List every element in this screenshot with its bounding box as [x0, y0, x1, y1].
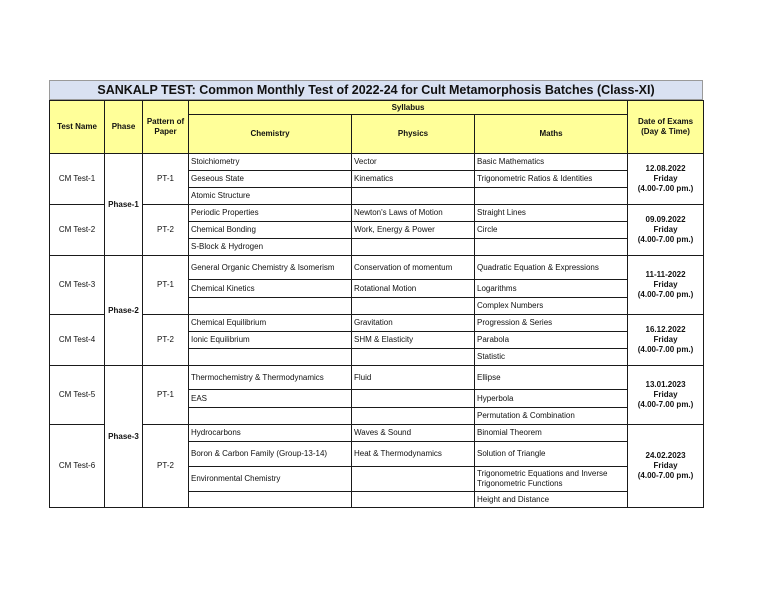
exam-time: (4.00-7.00 pm.)	[637, 290, 694, 299]
table-row	[50, 315, 704, 332]
exam-day: Friday	[653, 461, 678, 470]
header-test-name: Test Name	[50, 101, 105, 154]
chemistry-topic: Ionic Equilibrium	[189, 332, 352, 349]
maths-topic: Complex Numbers	[475, 298, 628, 315]
chemistry-topic: Chemical Kinetics	[189, 280, 352, 298]
test-name-cell: CM Test-6	[50, 425, 105, 508]
chemistry-topic: Stoichiometry	[189, 154, 352, 171]
physics-topic: Heat & Thermodynamics	[352, 442, 475, 467]
chemistry-topic: Environmental Chemistry	[189, 467, 352, 492]
schedule-table	[49, 100, 704, 508]
exam-day: Friday	[653, 174, 678, 183]
phase-cell: Phase-1	[105, 154, 143, 256]
pattern-cell: PT-1	[143, 366, 189, 425]
chemistry-topic: General Organic Chemistry & Isomerism	[189, 256, 352, 280]
exam-date: 11-11-2022	[645, 270, 686, 279]
test-name-cell: CM Test-1	[50, 154, 105, 205]
table-row	[50, 205, 704, 222]
chemistry-topic	[189, 492, 352, 508]
maths-topic: Quadratic Equation & Expressions	[475, 256, 628, 280]
test-name-cell: CM Test-4	[50, 315, 105, 366]
maths-topic: Basic Mathematics	[475, 154, 628, 171]
header-chemistry: Chemistry	[189, 115, 352, 154]
pattern-cell: PT-1	[143, 154, 189, 205]
chemistry-topic	[189, 408, 352, 425]
maths-topic: Statistic	[475, 349, 628, 366]
test-name-cell: CM Test-2	[50, 205, 105, 256]
test-name-cell: CM Test-3	[50, 256, 105, 315]
physics-topic	[352, 188, 475, 205]
table-row	[50, 256, 704, 280]
physics-topic	[352, 239, 475, 256]
exam-day: Friday	[653, 390, 678, 399]
exam-date-cell	[628, 425, 704, 508]
chemistry-topic: EAS	[189, 390, 352, 408]
exam-date-cell	[628, 205, 704, 256]
maths-topic: Binomial Theorem	[475, 425, 628, 442]
exam-time: (4.00-7.00 pm.)	[637, 235, 694, 244]
exam-time: (4.00-7.00 pm.)	[637, 184, 694, 193]
maths-topic	[475, 239, 628, 256]
physics-topic: Rotational Motion	[352, 280, 475, 298]
chemistry-topic: Chemical Bonding	[189, 222, 352, 239]
exam-date: 12.08.2022	[645, 164, 686, 173]
physics-topic	[352, 492, 475, 508]
physics-topic: Fluid	[352, 366, 475, 390]
chemistry-topic: Atomic Structure	[189, 188, 352, 205]
page-title: SANKALP TEST: Common Monthly Test of 2022-24 for Cult Metamorphosis Batches (Class-XI)	[49, 80, 703, 100]
table-row	[50, 366, 704, 390]
phase-cell: Phase-2	[105, 256, 143, 366]
phase-cell: Phase-3	[105, 366, 143, 508]
maths-topic	[475, 188, 628, 205]
maths-topic: Logarithms	[475, 280, 628, 298]
physics-topic: Gravitation	[352, 315, 475, 332]
exam-date-cell	[628, 366, 704, 425]
exam-date-cell	[628, 315, 704, 366]
exam-time: (4.00-7.00 pm.)	[637, 471, 694, 480]
exam-date: 13.01.2023	[645, 380, 686, 389]
exam-day: Friday	[653, 225, 678, 234]
physics-topic: Work, Energy & Power	[352, 222, 475, 239]
chemistry-topic: Geseous State	[189, 171, 352, 188]
table-row	[50, 154, 704, 171]
chemistry-topic	[189, 349, 352, 366]
chemistry-topic: Chemical Equilibrium	[189, 315, 352, 332]
exam-day: Friday	[653, 335, 678, 344]
chemistry-topic: Periodic Properties	[189, 205, 352, 222]
physics-topic	[352, 467, 475, 492]
header-syllabus: Syllabus	[189, 101, 628, 115]
pattern-cell: PT-2	[143, 315, 189, 366]
table-row	[50, 425, 704, 442]
maths-topic: Straight Lines	[475, 205, 628, 222]
pattern-cell: PT-2	[143, 425, 189, 508]
maths-topic: Parabola	[475, 332, 628, 349]
exam-date: 09.09.2022	[645, 215, 686, 224]
physics-topic	[352, 408, 475, 425]
physics-topic	[352, 298, 475, 315]
maths-topic: Circle	[475, 222, 628, 239]
exam-date-cell	[628, 256, 704, 315]
test-name-cell: CM Test-5	[50, 366, 105, 425]
exam-date-cell	[628, 154, 704, 205]
exam-date: 16.12.2022	[645, 325, 686, 334]
exam-date: 24.02.2023	[645, 451, 686, 460]
physics-topic: Conservation of momentum	[352, 256, 475, 280]
chemistry-topic: Thermochemistry & Thermodynamics	[189, 366, 352, 390]
chemistry-topic: S-Block & Hydrogen	[189, 239, 352, 256]
maths-topic: Progression & Series	[475, 315, 628, 332]
header-maths: Maths	[475, 115, 628, 154]
exam-time: (4.00-7.00 pm.)	[637, 345, 694, 354]
physics-topic: Kinematics	[352, 171, 475, 188]
physics-topic: SHM & Elasticity	[352, 332, 475, 349]
exam-time: (4.00-7.00 pm.)	[637, 400, 694, 409]
physics-topic: Vector	[352, 154, 475, 171]
physics-topic: Newton's Laws of Motion	[352, 205, 475, 222]
physics-topic: Waves & Sound	[352, 425, 475, 442]
chemistry-topic: Hydrocarbons	[189, 425, 352, 442]
header-date: Date of Exams (Day & Time)	[628, 101, 704, 154]
maths-topic: Hyperbola	[475, 390, 628, 408]
header-physics: Physics	[352, 115, 475, 154]
pattern-cell: PT-1	[143, 256, 189, 315]
maths-topic: Solution of Triangle	[475, 442, 628, 467]
maths-topic: Height and Distance	[475, 492, 628, 508]
chemistry-topic: Boron & Carbon Family (Group-13-14)	[189, 442, 352, 467]
physics-topic	[352, 349, 475, 366]
maths-topic: Ellipse	[475, 366, 628, 390]
physics-topic	[352, 390, 475, 408]
exam-day: Friday	[653, 280, 678, 289]
chemistry-topic	[189, 298, 352, 315]
maths-topic: Permutation & Combination	[475, 408, 628, 425]
pattern-cell: PT-2	[143, 205, 189, 256]
maths-topic: Trigonometric Ratios & Identities	[475, 171, 628, 188]
maths-topic: Trigonometric Equations and Inverse Trigonometric Functions	[475, 467, 628, 492]
header-pattern: Pattern of Paper	[143, 101, 189, 154]
header-phase: Phase	[105, 101, 143, 154]
